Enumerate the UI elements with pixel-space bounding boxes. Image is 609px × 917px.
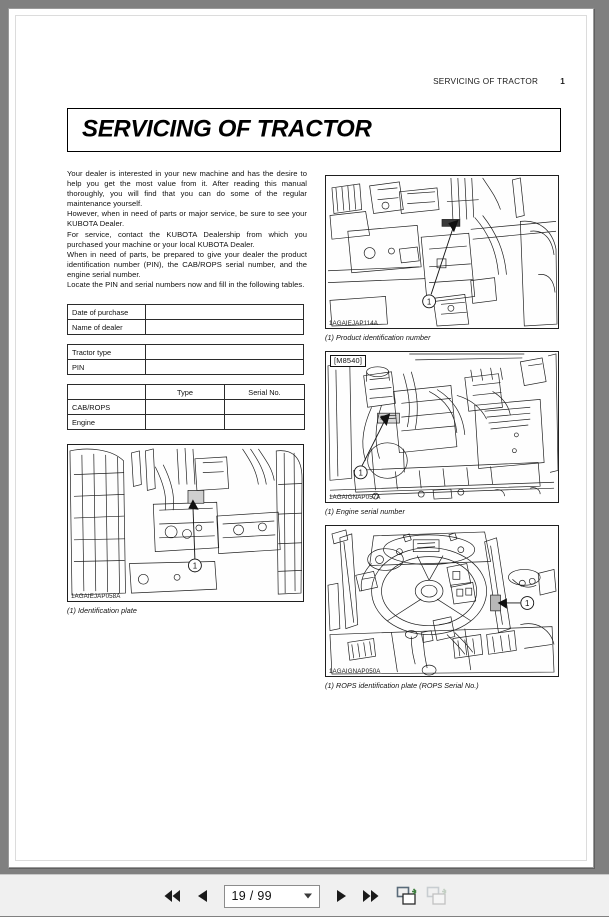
identification-plate-lineart [68,445,303,601]
figure-code: 1AGAIEJAP058A [71,593,121,601]
figure-model-label: [M8540] [330,355,366,367]
figure-engine-serial-number [325,351,561,516]
figure-image [67,444,304,602]
chapter-title-box [67,108,561,152]
table-cell-label: PIN [68,360,146,375]
first-page-icon [163,888,182,904]
table-cell-label: Name of dealer [68,320,146,335]
page-indicator: 19 / 99 [231,889,272,903]
viewer-toolbar [0,874,609,916]
document-page[interactable] [8,8,594,868]
figure-caption: (1) Product identification number [325,333,431,342]
table-header-row [68,385,305,400]
svg-text:1: 1 [426,297,432,307]
figure-caption: (1) ROPS identification plate (ROPS Serial No.) [325,681,479,690]
figure-rops-identification-plate [325,525,561,690]
figure-image [325,175,559,329]
figure-identification-plate [67,444,307,615]
body-paragraph: Your dealer is interested in your new machine and has the desire to help you get the most value from it. After reading this manual thoroughly, you will find that you can do some of the regular maintenance yourself. [67,169,307,209]
right-column [325,175,561,690]
table-cell-label: Date of purchase [68,305,146,320]
fit-width-icon [426,886,448,906]
fit-page-button[interactable] [392,882,422,910]
last-page-button[interactable] [356,882,386,910]
table-row [68,345,304,360]
figure-caption: (1) Identification plate [67,606,137,616]
table-row [68,305,304,320]
svg-text:1: 1 [358,468,363,478]
figure-code: 1AGAIGNAP057A [329,494,381,501]
body-paragraph: For service, contact the KUBOTA Dealership from which you purchased your machine or your local KUBOTA Dealer. [67,229,307,249]
figure-image [325,525,559,677]
table-cell-label: CAB/ROPS [68,400,146,415]
table-row [68,320,304,335]
figure-code: 1AGAIEJAP114A [329,320,378,327]
table-cell-value[interactable] [146,345,304,360]
engine-serial-lineart [326,352,558,502]
table-row [68,415,305,430]
page-number-combobox[interactable] [224,885,320,908]
figure-caption: (1) Engine serial number [325,507,405,516]
last-page-icon [361,888,380,904]
table-cell-value[interactable] [146,305,304,320]
tractor-table [67,344,304,375]
figure-image [325,351,559,503]
body-paragraph: Locate the PIN and serial numbers now and fill in the following tables. [67,280,305,290]
chevron-down-icon[interactable] [304,894,312,899]
table-cell-label: Engine [68,415,146,430]
table-cell-serial[interactable] [225,415,305,430]
table-cell-label: Tractor type [68,345,146,360]
serial-table [67,384,305,430]
running-header-page-number: 1 [560,77,565,86]
table-cell-value[interactable] [146,320,304,335]
purchase-table [67,304,304,335]
figure-code: 1AGAIGNAP050A [329,668,381,675]
previous-page-icon [195,888,211,904]
table-header-serial-no: Serial No. [225,385,305,400]
body-paragraph: When in need of parts, be prepared to give your dealer the product identification number (PIN), the CAB/ROPS serial number, and the engine serial number. [67,249,307,279]
fit-width-button[interactable] [422,882,452,910]
svg-text:1: 1 [525,598,530,608]
table-cell-value[interactable] [146,360,304,375]
table-cell-serial[interactable] [225,400,305,415]
fit-page-icon [396,886,418,906]
svg-text:1: 1 [192,561,198,571]
figure-product-identification-number [325,175,561,342]
left-column [67,169,307,615]
table-header-type: Type [146,385,225,400]
rops-plate-lineart [326,526,558,676]
product-identification-lineart [326,176,558,328]
running-header-chapter: SERVICING OF TRACTOR [433,77,539,86]
next-page-button[interactable] [326,882,356,910]
table-row [68,360,304,375]
running-header [433,77,565,86]
table-cell-type[interactable] [146,400,225,415]
next-page-icon [333,888,349,904]
body-paragraph: However, when in need of parts or major service, be sure to see your KUBOTA Dealer. [67,209,307,229]
table-cell-type[interactable] [146,415,225,430]
table-row [68,400,305,415]
page-title: SERVICING OF TRACTOR [82,115,372,143]
table-header-blank [68,385,146,400]
previous-page-button[interactable] [188,882,218,910]
first-page-button[interactable] [158,882,188,910]
